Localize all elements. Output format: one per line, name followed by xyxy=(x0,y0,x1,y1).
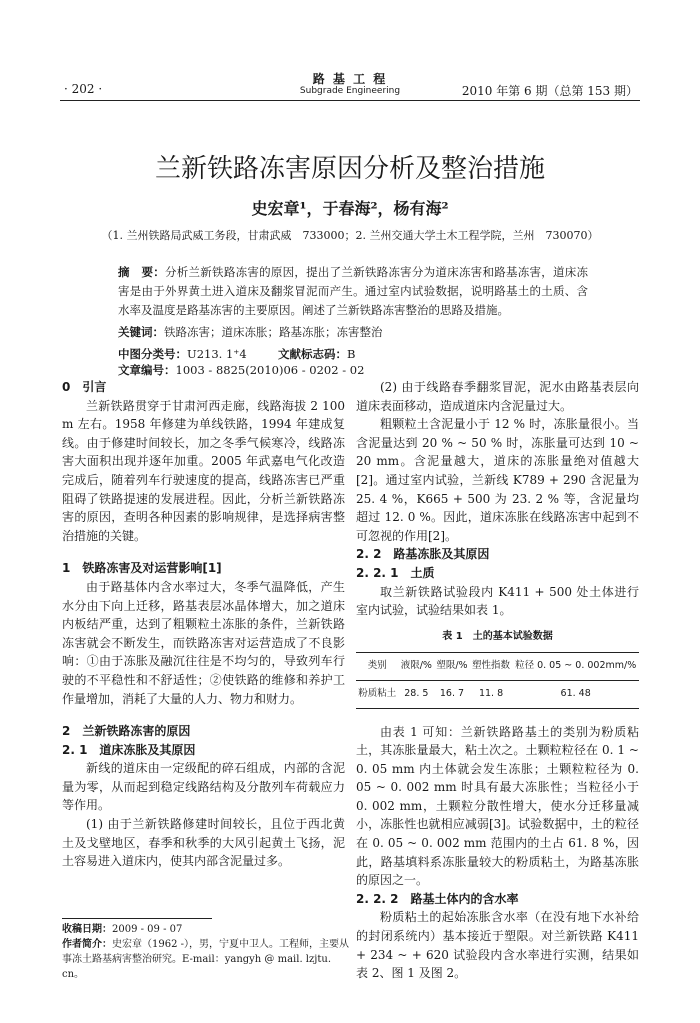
keywords xyxy=(118,324,598,340)
table-header-cell: 液限/% xyxy=(400,660,432,672)
journal-name-en: Subgrade Engineering xyxy=(299,86,401,96)
abstract xyxy=(118,263,588,320)
abstract-text: 分析兰新铁路冻害的原因，提出了兰新铁路冻害分为道床冻害和路基冻害，道床冻害是由于外界黄土进入道床及翻浆冒泥而产生。通过室内试验数据，说明路基土的土质、含水率及温度是路基冻害的主要原因。阐述了兰新铁路冻害整治的思路及措施。 xyxy=(118,265,589,317)
bio-label: 作者简介： xyxy=(62,939,112,950)
header-divider xyxy=(60,100,640,101)
table-caption: 表 1 土的基本试验数据 xyxy=(442,630,553,642)
article-authors: 史宏章¹，于春海²，杨有海² xyxy=(251,199,449,218)
article-title: 兰新铁路冻害原因分析及整治措施 xyxy=(154,154,545,184)
table-row xyxy=(356,680,639,708)
paragraph: 由表 1 可知：兰新铁路路基土的类别为粉质粘土，其冻胀量最大，粘土次之。土颗粒粒径在 0. 1 ~ 0. 05 mm 内土体就会发生冻胀；土颗粒粒径为 0. 05 ~ 0. 002 mm 时具有最大冻胀性；当粒径小于 0. 002 mm，土颗粒分散性增大，使水分迁移量减小，冻胀性也就相应减弱[3]。试验数据中，土的粒径在 0. 05 ~ 0. 002 mm 范围内的土占 61. 8 %，因此，路基填料系冻胀量较大的粉质粘土，为路基冻胀的原因之一。 xyxy=(356,724,639,888)
page-number: · 202 · xyxy=(64,82,103,96)
paragraph: 粗颗粒土含泥量小于 12 % 时，冻胀量很小。当含泥量达到 20 % ~ 50 % 时，冻胀量可达到 10 ~ 20 mm。含泥量越大，道床的冻胀量绝对值越大[2]。通过室内试验，兰新线 K789 + 290 含泥量为25. 4 %，K665 + 500 为 23. 2 % 等，含泥量均超过 12. 0 %。因此，道床冻胀在线路冻害中起到不可忽视的作用[2]。 xyxy=(356,417,639,543)
article-no: 1003 - 8825(2010)06 - 0202 - 02 xyxy=(175,363,365,377)
received-date: 2009 - 09 - 07 xyxy=(112,924,183,935)
journal-name-cn: 路 基 工 程 xyxy=(312,72,388,86)
right-column xyxy=(356,378,639,983)
abstract-label: 摘 要： xyxy=(118,265,166,279)
paragraph: 取兰新铁路试验段内 K411 + 500 处土体进行室内试验，试验结果如表 1。 xyxy=(356,584,639,618)
section-heading: 0 引言 xyxy=(62,380,107,394)
paragraph: (1) 由于兰新铁路修建时间较长，且位于西北黄土及戈壁地区，春季和秋季的大风引起黄土飞扬，泥土容易进入道床内，使其内部含泥量过多。 xyxy=(62,817,345,869)
clc-code: U213. 1⁺4 xyxy=(187,347,247,361)
soil-test-table xyxy=(356,652,639,708)
paragraph: 兰新铁路贯穿于甘肃河西走廊，线路海拔 2 100 m 左右。1958 年修建为单线铁路，1994 年建成复线。由于修建时间较长，加之冬季气候寒冷，线路冻害大面积出现并逐年加重。2005 年武嘉电气化改造完成后，随着列车行驶速度的提高，线路冻害已严重阻碍了铁路提速的发展进程。因此，分析兰新铁路冻害的原因，查明各种因素的影响规律，是选择病害整治措施的关键。 xyxy=(62,398,345,543)
subsection-heading: 2. 2 路基冻胀及其原因 xyxy=(356,547,490,562)
classification-line xyxy=(118,346,618,378)
issue-info: 2010 年第 6 期（总第 153 期） xyxy=(461,84,638,98)
article-no-label: 文章编号： xyxy=(118,363,176,377)
section-heading: 2 兰新铁路冻害的原因 xyxy=(62,724,191,739)
table-cell: 28. 5 xyxy=(404,687,429,699)
table-header-cell: 类别 xyxy=(367,660,387,672)
footnote-divider xyxy=(62,918,212,919)
table-header-cell: 粒径 0. 05 ~ 0. 002mm/% xyxy=(515,660,637,672)
subsection-heading: 2. 1 道床冻胀及其原因 xyxy=(62,742,196,757)
author-affiliation: （1. 兰州铁路局武威工务段，甘肃武威 733000；2. 兰州交通大学土木工程学院，兰州 730070） xyxy=(101,229,599,242)
doc-code-label: 文献标志码： xyxy=(278,347,347,361)
table-cell: 61. 48 xyxy=(560,687,591,699)
table-cell: 11. 8 xyxy=(478,687,504,699)
paragraph: (2) 由于线路春季翻浆冒泥，泥水由路基表层向道床表面移动，造成道床内含泥量过大。 xyxy=(356,380,639,413)
table-cell: 粉质粘土 xyxy=(358,687,397,699)
paragraph: 新线的道床由一定级配的碎石组成，内部的含泥量为零，从而起到稳定线路结构及分散列车荷载应力等作用。 xyxy=(62,761,345,813)
clc-label: 中图分类号： xyxy=(118,347,187,361)
table-header-row xyxy=(356,653,639,681)
table-header-cell: 塑限/% xyxy=(436,660,468,672)
author-bio: 史宏章（1962 -），男，宁夏中卫人。工程师，主要从事冻土路基病害整治研究。E-mail：yangyh @ mail. lzjtu. cn。 xyxy=(62,939,350,980)
paragraph: 粉质粘土的起始冻胀含水率（在没有地下水补给的封闭系统内）基本接近于塑限。对兰新铁路 K411 + 234 ~ + 620 试验段内含水率进行实测，结果如表 2、图 1 及图 2。 xyxy=(356,910,639,981)
received-label: 收稿日期： xyxy=(62,924,112,935)
footnote xyxy=(62,922,352,982)
table-header-cell: 塑性指数 xyxy=(472,660,511,672)
section-heading: 1 铁路冻害及对运营影响[1] xyxy=(62,561,222,576)
subsection-heading: 2. 2. 2 路基土体内的含水率 xyxy=(356,891,519,906)
doc-code: B xyxy=(347,347,356,361)
keywords-label: 关键词： xyxy=(118,325,164,339)
table-cell: 16. 7 xyxy=(439,687,465,699)
keywords-text: 铁路冻害；道床冻胀；路基冻胀；冻害整治 xyxy=(164,325,383,339)
paragraph: 由于路基体内含水率过大，冬季气温降低，产生水分由下向上迁移，路基表层冰晶体增大，加之道床内板结严重，达到了粗颗粒土冻胀的条件，兰新铁路冻害就会不断发生，而铁路冻害对运营造成了不良影响：①由于冻胀及融沉往往是不均匀的，导致列车行驶的不平稳性和不舒适性；②使铁路的维修和养护工作量增加，消耗了大量的人力、物力和财力。 xyxy=(62,579,345,706)
left-column xyxy=(62,378,345,871)
subsection-heading: 2. 2. 1 土质 xyxy=(356,565,435,580)
